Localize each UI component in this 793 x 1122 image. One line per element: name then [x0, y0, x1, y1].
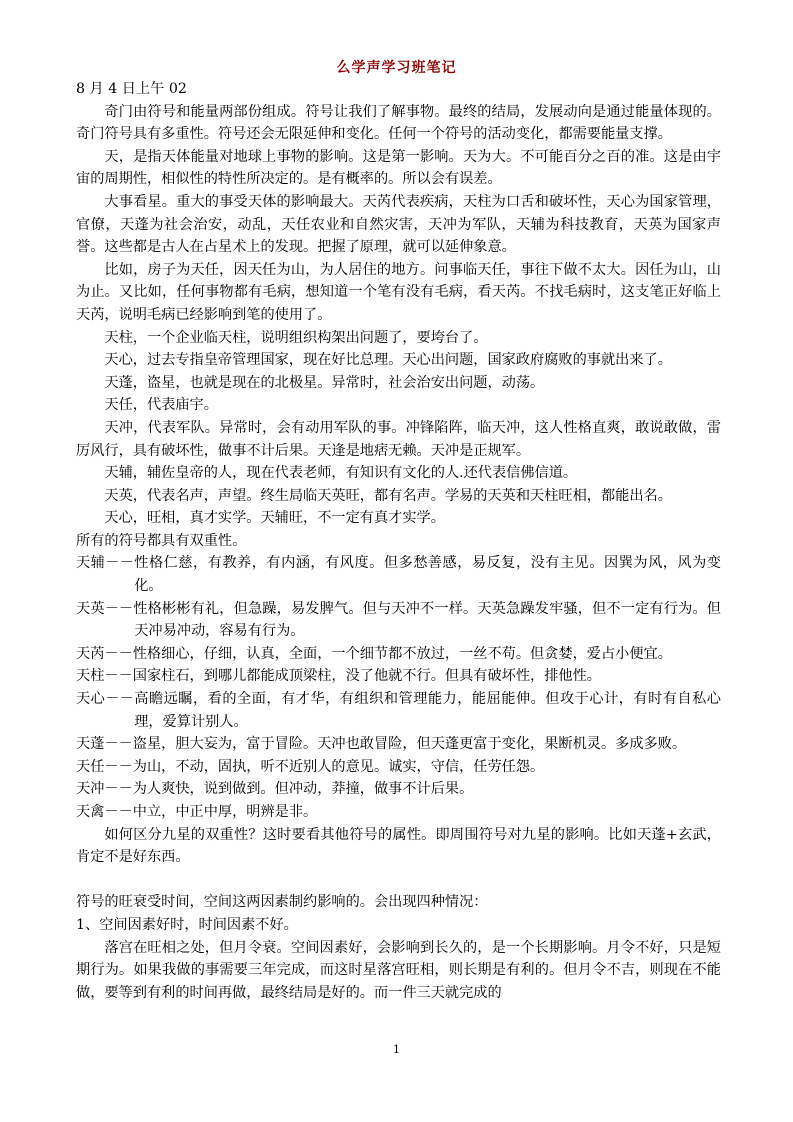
star-name: 天禽 — [76, 804, 105, 820]
star-dash: －－ — [105, 555, 134, 572]
multi-note: 所有的符号都具有双重性。 — [76, 532, 247, 549]
star-text: 为山，不动，固执，听不近别人的意见。诚实，守信，任劳任怨。 — [132, 758, 545, 775]
star-dash: －－ — [104, 668, 133, 685]
page-title: 么学声学习班笔记 — [336, 60, 457, 76]
star-name: 天辅 — [76, 555, 106, 572]
paragraph: 比如，房子为天任，因天任为山，为人居住的地方。问事临天任，事往下做不太大。因任为山，山为止。又比如，任何事物都有毛病，想知道一个笔有没有毛病，看天芮。不找毛病时，这支笔正好临上天芮，说明毛病已经影响到笔的使用了。 — [76, 261, 721, 323]
star-text: 性格仁慈，有教养，有内涵，有风度。但多愁善感，易反复，没有主见。因巽为风，风为变化。 — [133, 555, 721, 595]
blank-line — [76, 869, 721, 892]
paragraph: 天蓬，盗星，也就是现在的北极星。异常时，社会治安出问题，动荡。 — [104, 374, 545, 391]
paragraph: 天心，过去专指皇帝管理国家，现在好比总理。天心出问题，国家政府腐败的事就出来了。 — [104, 352, 672, 369]
star-name: 天心 — [76, 691, 106, 708]
paragraph: 天冲，代表军队。异常时，会有动用军队的事。冲锋陷阵，临天冲，这人性格直爽，敢说敢做，雷厉风行，具有破坏性，做事不计后果。天逢是地痞无赖。天冲是正规军。 — [76, 419, 721, 459]
case-paragraph: 落宫在旺相之处，但月令衰。空间因素好，会影响到长久的，是一个长期影响。月令不好，只是短期行为。如果我做的事需要三年完成，而这时星落宫旺相，则长期是有利的。但月令不吉，则现在不能做，要等到有利的时间再做，最终结局是好的。而一件三天就完成的 — [76, 939, 721, 1001]
star-entry — [76, 801, 721, 824]
star-dash: －－ — [105, 691, 134, 708]
paragraph: 奇门由符号和能量两部份组成。符号让我们了解事物。最终的结局，发展动向是通过能量体现的。奇门符号具有多重性。符号还会无限延伸和变化。任何一个符号的活动变化，都需要能量支撑。 — [76, 103, 721, 143]
paragraph: 天柱，一个企业临天柱，说明组织构架出问题了，要垮台了。 — [104, 329, 488, 346]
star-dash: －－ — [104, 736, 133, 753]
star-name: 天芮 — [76, 645, 105, 662]
star-text: 国家柱石，到哪儿都能成顶梁柱，没了他就不行。但具有破坏性，排他性。 — [132, 668, 601, 685]
star-entry — [76, 756, 721, 779]
star-entry — [76, 733, 721, 756]
star-entry — [76, 778, 721, 801]
star-name: 天蓬 — [76, 736, 105, 753]
paragraph: 天任，代表庙宇。 — [104, 397, 218, 414]
star-name: 天柱 — [76, 668, 105, 685]
star-entry — [76, 598, 721, 643]
star-entry — [76, 552, 721, 597]
star-dash: －－ — [104, 758, 133, 775]
star-dash: －－ — [104, 600, 134, 617]
star-name: 天冲 — [76, 781, 105, 798]
date-line: 8 月 4 日上午 02 — [76, 81, 187, 97]
star-text: 高瞻远瞩，看的全面，有才华，有组织和管理能力，能屈能伸。但攻于心计，有时有自私心理，爱算计别人。 — [133, 691, 721, 730]
star-text: 性格彬彬有礼，但急躁，易发脾气。但与天冲不一样。天英急躁发牢骚，但不一定有行为。但天冲易冲动，容易有行为。 — [133, 600, 721, 640]
paragraph: 天英，代表名声，声望。终生局临天英旺，都有名声。学易的天英和天柱旺相，都能出名。 — [104, 487, 672, 504]
star-name: 天英 — [76, 600, 105, 617]
star-text: 为人爽快，说到做到。但冲动，莽撞，做事不计后果。 — [132, 781, 474, 798]
star-text: 中立，中正中厚，明辨是非。 — [132, 804, 318, 820]
paragraph: 天，是指天体能量对地球上事物的影响。这是第一影响。天为大。不可能百分之百的准。这是由宇宙的周期性，相似性的特性所决定的。是有概率的。所以会有误差。 — [76, 148, 721, 188]
case-heading: 1、空间因素好时，时间因素不好。 — [76, 916, 298, 933]
question-paragraph: 如何区分九星的双重性？这时要看其他符号的属性。即周围符号对九星的影响。比如天蓬+玄武，肯定不是好东西。 — [76, 826, 721, 866]
star-dash: －－ — [104, 781, 133, 798]
page-number: 1 — [393, 1043, 400, 1056]
star-entry — [76, 643, 721, 666]
star-entry — [76, 665, 721, 688]
star-dash: －－ — [104, 645, 133, 662]
paragraph: 天心，旺相，真才实学。天辅旺，不一定有真才实学。 — [104, 510, 445, 527]
document-body — [76, 78, 721, 1004]
paragraph: 天辅，辅佐皇帝的人，现在代表老师，有知识有文化的人.还代表信佛信道。 — [104, 465, 578, 482]
star-dash: －－ — [104, 804, 133, 820]
section-intro: 符号的旺衰受时间，空间这两因素制约影响的。会出现四种情况： — [76, 894, 488, 911]
star-name: 天任 — [76, 758, 105, 775]
star-text: 性格细心，仔细，认真，全面，一个细节都不放过，一丝不苟。但贪婪，爱占小便宜。 — [132, 645, 672, 662]
star-entry — [76, 688, 721, 733]
paragraph: 大事看星。重大的事受天体的影响最大。天芮代表疾病，天柱为口舌和破坏性，天心为国家管理，官僚，天蓬为社会治安，动乱，天任农业和自然灾害，天冲为军队，天辅为科技教育，天英为国家声誉。这些都是古人在占星术上的发现。把握了原理，就可以延伸象意。 — [76, 193, 721, 256]
star-text: 盗星，胆大妄为，富于冒险。天冲也敢冒险，但天蓬更富于变化，果断机灵。多成多败。 — [132, 736, 687, 753]
